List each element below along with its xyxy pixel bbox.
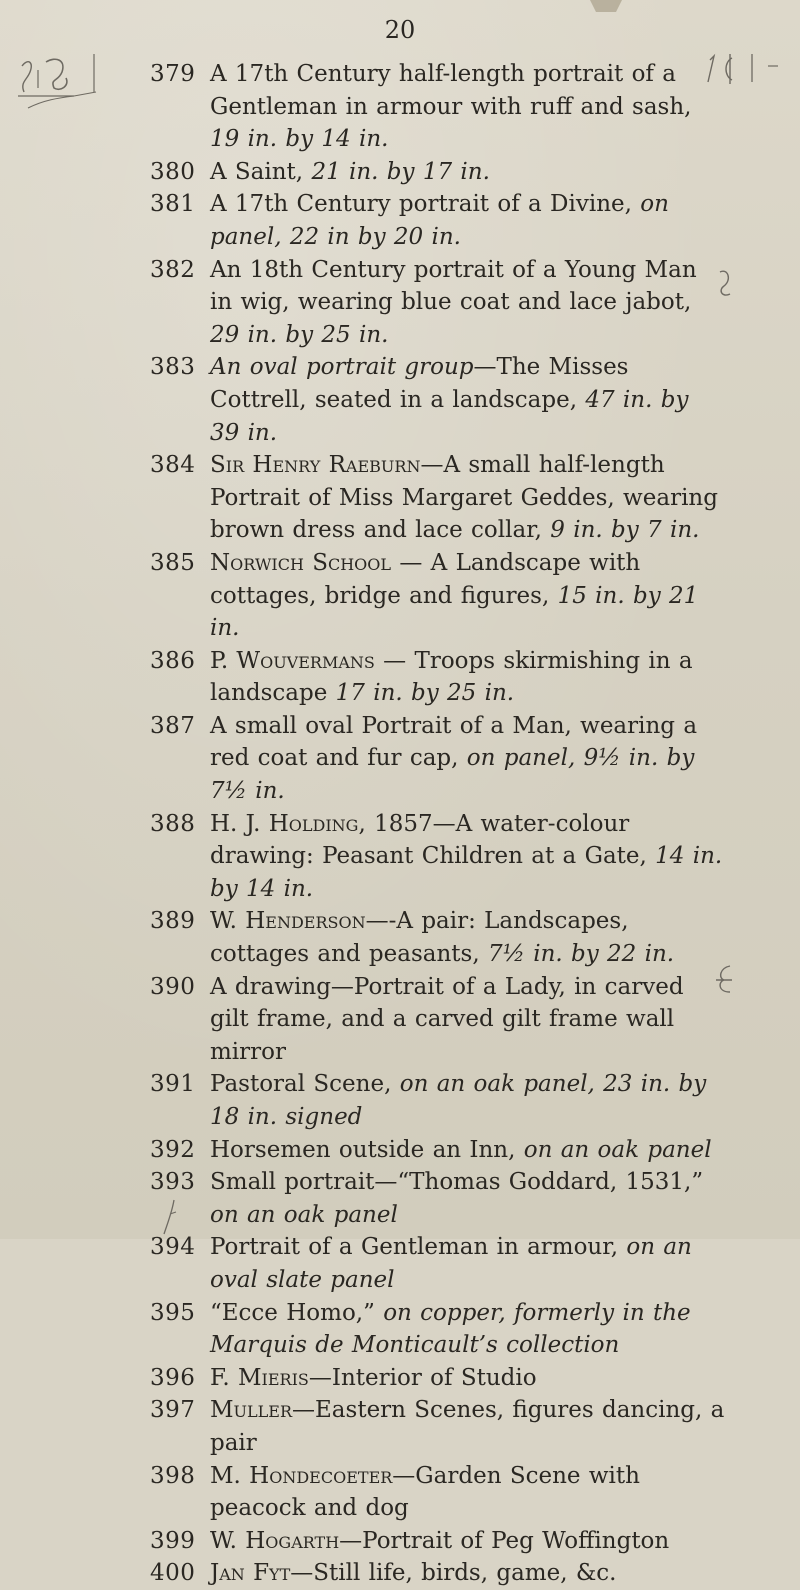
lot-title-text: “Ecce Homo,” (210, 1299, 384, 1326)
lot-artist-name: Norwich School (210, 549, 392, 576)
lot-entry (0, 1362, 800, 1395)
lot-number: 397 (150, 1397, 196, 1424)
lot-number: 393 (150, 1169, 196, 1196)
lot-number: 396 (150, 1364, 196, 1391)
lot-artist-name: P. Wouvermans (210, 647, 375, 674)
lot-title-text: A 17th Century portrait of a Divine, (210, 191, 641, 218)
lot-title-text: An 18th Century portrait of a Young Man in wig, wearing blue coat and lace jabot, (210, 256, 697, 316)
lot-detail-text: on panel, 22 in by 20 in. (210, 191, 669, 250)
lot-detail-text: 29 in. by 25 in. (210, 321, 389, 348)
lot-entry (0, 1394, 800, 1459)
lot-entry (0, 905, 800, 970)
lot-description (210, 1362, 725, 1395)
lot-description (210, 58, 725, 156)
lot-number: 389 (150, 908, 196, 935)
lot-detail-text: 9 in. by 7 in. (550, 517, 700, 544)
lot-detail-text: 14 in. by 14 in. (210, 843, 723, 902)
lot-description (210, 156, 725, 189)
lot-entry (0, 188, 800, 253)
lot-entry (0, 156, 800, 189)
lot-description (210, 351, 725, 449)
lot-number: 395 (150, 1299, 196, 1326)
lot-title-text: —A small half-length Portrait of Miss Margaret Geddes, wearing brown dress and lace collar, (210, 452, 718, 544)
lot-number: 392 (150, 1136, 196, 1163)
lot-title-text: A small oval Portrait of a Man, wearing a red coat and fur cap, (210, 712, 698, 772)
lot-description (210, 905, 725, 970)
lot-title-text: —The Misses Cottrell, seated in a landscape, (210, 354, 629, 413)
lot-detail-text: on copper, formerly in the Marquis de Monticault’s collection (210, 1299, 691, 1359)
lot-title-text: Small portrait—“Thomas Goddard, 1531,” (210, 1169, 704, 1196)
lot-detail-text: on an oak panel (210, 1201, 398, 1228)
lot-artist-name: M. Hondecoeter (210, 1462, 393, 1489)
lot-description (210, 449, 725, 547)
lot-entry (0, 710, 800, 808)
lot-description (210, 1557, 725, 1590)
lot-number: 380 (150, 158, 196, 185)
lot-description (210, 1134, 725, 1167)
page-number: 20 (384, 16, 416, 44)
lot-entry (0, 351, 800, 449)
lot-number: 382 (150, 256, 196, 283)
lot-number: 390 (150, 973, 196, 1000)
lot-title-text: A 17th Century half-length portrait of a Gentleman in armour with ruff and sash, (210, 61, 692, 120)
lot-artist-name: H. J. Holding (210, 810, 359, 837)
lot-entry (0, 645, 800, 710)
lot-number: 391 (150, 1071, 196, 1098)
lot-entry (0, 58, 800, 156)
lot-entry (0, 1068, 800, 1133)
lot-detail-text: 47 in. by 39 in. (210, 386, 689, 446)
lot-description (210, 254, 725, 352)
lot-title-text: — Troops skirmishing in a landscape (210, 647, 693, 707)
lot-title-text: —Portrait of Peg Woffington (339, 1527, 670, 1554)
lot-entry (0, 808, 800, 906)
lot-artist-name: Jan Fyt (210, 1560, 291, 1587)
lot-detail-text: 15 in. by 21 in. (210, 582, 699, 642)
lot-number: 381 (150, 191, 196, 218)
lot-entry (0, 1460, 800, 1525)
lot-entry (0, 254, 800, 352)
lot-description (210, 1460, 725, 1525)
lot-detail-text: 7½ in. by 22 in. (487, 941, 675, 968)
lot-description (210, 1231, 725, 1296)
lot-description (210, 1068, 725, 1133)
lot-description (210, 547, 725, 645)
lot-detail-text: on an oak panel, 23 in. by 18 in. signed (210, 1071, 707, 1130)
lot-description (210, 188, 725, 253)
page-tab-mark (586, 0, 626, 14)
lot-detail-text: 19 in. by 14 in. (210, 126, 389, 153)
lot-entry (0, 1231, 800, 1296)
lot-detail-text: on panel, 9½ in. by 7½ in. (210, 745, 695, 805)
lot-title-text: —-A pair: Landscapes, cottages and peasants, (210, 908, 629, 968)
lot-description (210, 1297, 725, 1362)
lot-detail-text: An oval portrait group (210, 354, 474, 381)
lot-title-text: — A Landscape with cottages, bridge and figures, (210, 549, 641, 609)
lot-title-text: —Still life, birds, game, &c. (290, 1560, 617, 1587)
lot-description (210, 1394, 725, 1459)
lot-title-text: —Garden Scene with peacock and dog (210, 1462, 640, 1522)
lot-artist-name: Muller (210, 1397, 293, 1424)
lot-artist-name: W. Hogarth (210, 1527, 340, 1554)
lot-number: 383 (150, 354, 196, 381)
lot-number: 398 (150, 1462, 196, 1489)
lot-title-text: A Saint, (210, 158, 312, 185)
lot-title-text: Portrait of a Gentleman in armour, (210, 1234, 627, 1261)
lot-number: 384 (150, 452, 196, 479)
lot-artist-name: W. Henderson (210, 908, 366, 935)
lot-entry (0, 1557, 800, 1590)
lot-entry (0, 1525, 800, 1558)
lot-entry (0, 1297, 800, 1362)
lot-entry (0, 971, 800, 1069)
lot-number: 387 (150, 712, 196, 739)
lot-title-text: Pastoral Scene, (210, 1071, 400, 1098)
lot-title-text: , 1857—A water-colour drawing: Peasant Children at a Gate, (210, 810, 656, 870)
lot-description (210, 1166, 725, 1231)
lot-number: 385 (150, 549, 196, 576)
lot-title-text: —Eastern Scenes, figures dancing, a pair (210, 1397, 725, 1456)
lot-number: 394 (150, 1234, 196, 1261)
lot-number: 386 (150, 647, 196, 674)
lot-description (210, 808, 725, 906)
lot-description (210, 710, 725, 808)
lot-description (210, 645, 725, 710)
lot-title-text: A drawing—Portrait of a Lady, in carved gilt frame, and a carved gilt frame wall mirror (210, 973, 684, 1065)
lot-detail-text: on an oval slate panel (210, 1234, 692, 1293)
lot-entry (0, 1134, 800, 1167)
lot-description (210, 1525, 725, 1558)
lot-detail-text: 21 in. by 17 in. (311, 158, 490, 185)
lot-title-text: Horsemen outside an Inn, (210, 1136, 524, 1163)
lot-detail-text: 17 in. by 25 in. (335, 680, 515, 707)
lot-list (0, 58, 800, 1590)
lot-number: 379 (150, 61, 196, 87)
lot-detail-text: on an oak panel (523, 1136, 712, 1163)
lot-artist-name: F. Mieris (210, 1364, 309, 1391)
lot-entry (0, 547, 800, 645)
lot-entry (0, 1166, 800, 1231)
lot-number: 388 (150, 810, 196, 837)
lot-artist-name: Sir Henry Raeburn (210, 452, 421, 479)
lot-title-text: —Interior of Studio (308, 1364, 537, 1391)
lot-description (210, 971, 725, 1069)
lot-number: 400 (150, 1560, 196, 1587)
lot-entry (0, 449, 800, 547)
lot-number: 399 (150, 1527, 196, 1554)
